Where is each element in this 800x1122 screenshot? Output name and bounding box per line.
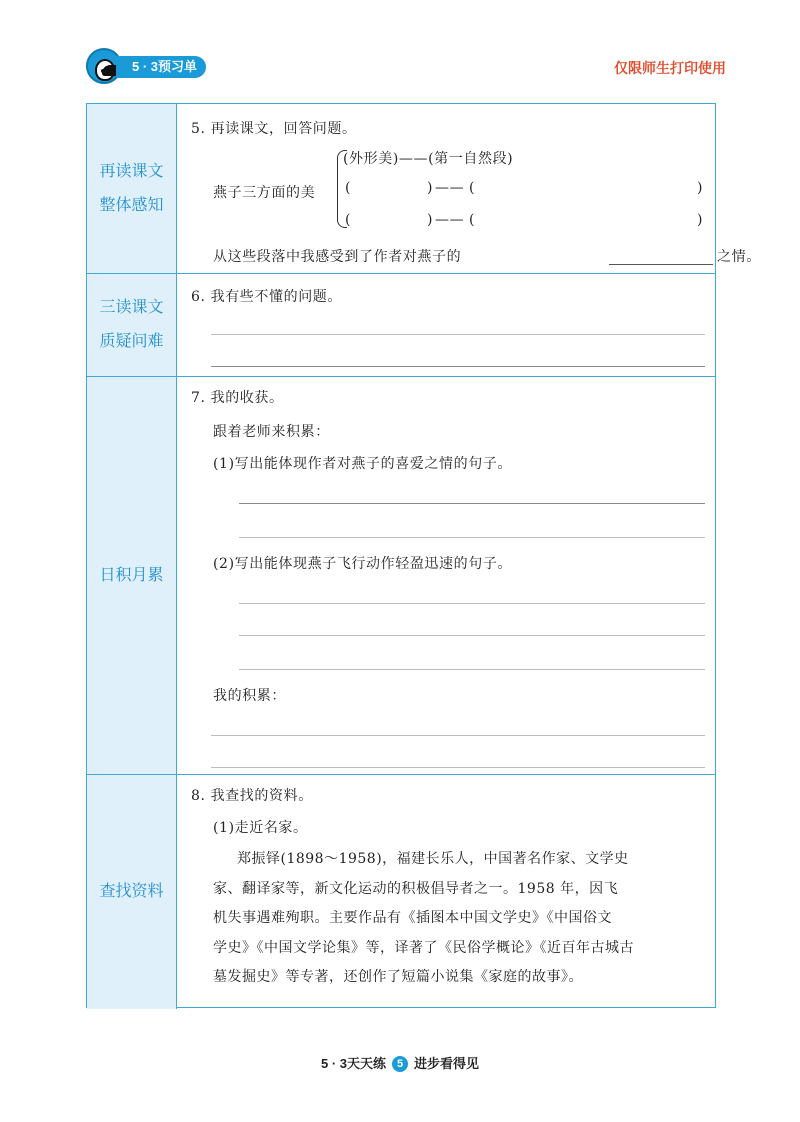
question-8: 8. 我查找的资料。 <box>191 788 313 804</box>
author-bio-line: 家、翻译家等，新文化运动的积极倡导者之一。1958 年，因飞 <box>213 880 619 897</box>
feeling-sentence-end: 之情。 <box>717 249 761 265</box>
feeling-answer-blank[interactable] <box>609 264 713 265</box>
answer-blank[interactable] <box>355 200 415 201</box>
section-reread-overview <box>87 104 761 274</box>
paren-close: ) <box>427 212 434 228</box>
section-label <box>87 274 177 376</box>
paren-close: ) <box>427 180 434 196</box>
label-line: 查找资料 <box>99 883 164 900</box>
footer-slogan: 进步看得见 <box>414 1056 480 1071</box>
section-content <box>177 274 715 376</box>
question-6: 6. 我有些不懂的问题。 <box>191 289 343 305</box>
dash: —— <box>435 212 465 228</box>
lead-text: 跟着老师来积累： <box>213 424 330 440</box>
footer-number-badge: 5 <box>392 1056 408 1072</box>
print-restriction-note: 仅限师生打印使用 <box>614 60 726 76</box>
my-accumulation-label: 我的积累： <box>213 688 286 704</box>
answer-line[interactable] <box>239 603 705 604</box>
answer-line[interactable] <box>239 537 705 538</box>
item-2-prompt: (2)写出能体现燕子飞行动作轻盈迅速的句子。 <box>213 556 513 572</box>
section-label <box>87 377 177 774</box>
section-content <box>177 775 715 1009</box>
section-label <box>87 104 177 273</box>
series-badge: 5 · 3预习单 <box>116 56 206 78</box>
brace-heading: 燕子三方面的美 <box>213 185 316 201</box>
answer-line[interactable] <box>239 635 705 636</box>
section-content <box>177 377 715 774</box>
paren-open: ( <box>469 180 476 196</box>
answer-line[interactable] <box>211 735 705 736</box>
label-line: 日积月累 <box>99 566 164 584</box>
section-content <box>177 104 761 273</box>
label-line: 三读课文 <box>99 299 164 316</box>
author-bio-line: 学史》《中国文学论集》等，译著了《民俗学概论》《近百年古城古 <box>213 939 634 956</box>
answer-line[interactable] <box>239 503 705 504</box>
question-7: 7. 我的收获。 <box>191 390 284 406</box>
footer-series: 5 · 3天天练 <box>320 1056 386 1071</box>
paren-open: ( <box>469 212 476 228</box>
author-bio-line: 机失事遇难殉职。主要作品有《插图本中国文学史》《中国俗文 <box>213 910 612 926</box>
worksheet-table <box>86 103 761 1008</box>
paren-close: ) <box>697 212 704 228</box>
answer-line[interactable] <box>239 669 705 670</box>
section-research <box>87 775 715 1009</box>
question-5: 5. 再读课文，回答问题。 <box>191 121 357 137</box>
author-bio-line: 郑振铎(1898～1958)，福建长乐人，中国著名作家、文学史 <box>237 851 629 867</box>
section-label <box>87 775 177 1009</box>
item-1-prompt: (1)写出能体现作者对燕子的喜爱之情的句子。 <box>213 456 513 472</box>
paren-close: ) <box>697 180 704 196</box>
label-line: 质疑问难 <box>99 333 164 350</box>
section-questions <box>87 274 715 377</box>
feeling-sentence-start: 从这些段落中我感受到了作者对燕子的 <box>213 249 462 265</box>
beauty-row-1: (外形美)——(第一自然段) <box>343 151 514 167</box>
page-header <box>86 46 726 86</box>
section-accumulation <box>87 377 715 775</box>
label-line: 再读课文 <box>99 162 164 180</box>
paren-open: ( <box>345 212 352 228</box>
answer-line[interactable] <box>211 767 705 768</box>
paren-open: ( <box>345 180 352 196</box>
item-1-heading: (1)走近名家。 <box>213 820 308 836</box>
label-line: 整体感知 <box>99 196 164 214</box>
answer-line[interactable] <box>211 366 705 367</box>
page-footer <box>0 1053 800 1072</box>
answer-line[interactable] <box>211 334 705 335</box>
author-bio-line: 墓发掘史》等专著，还创作了短篇小说集《家庭的故事》。 <box>213 969 583 985</box>
dash: —— <box>435 180 465 196</box>
